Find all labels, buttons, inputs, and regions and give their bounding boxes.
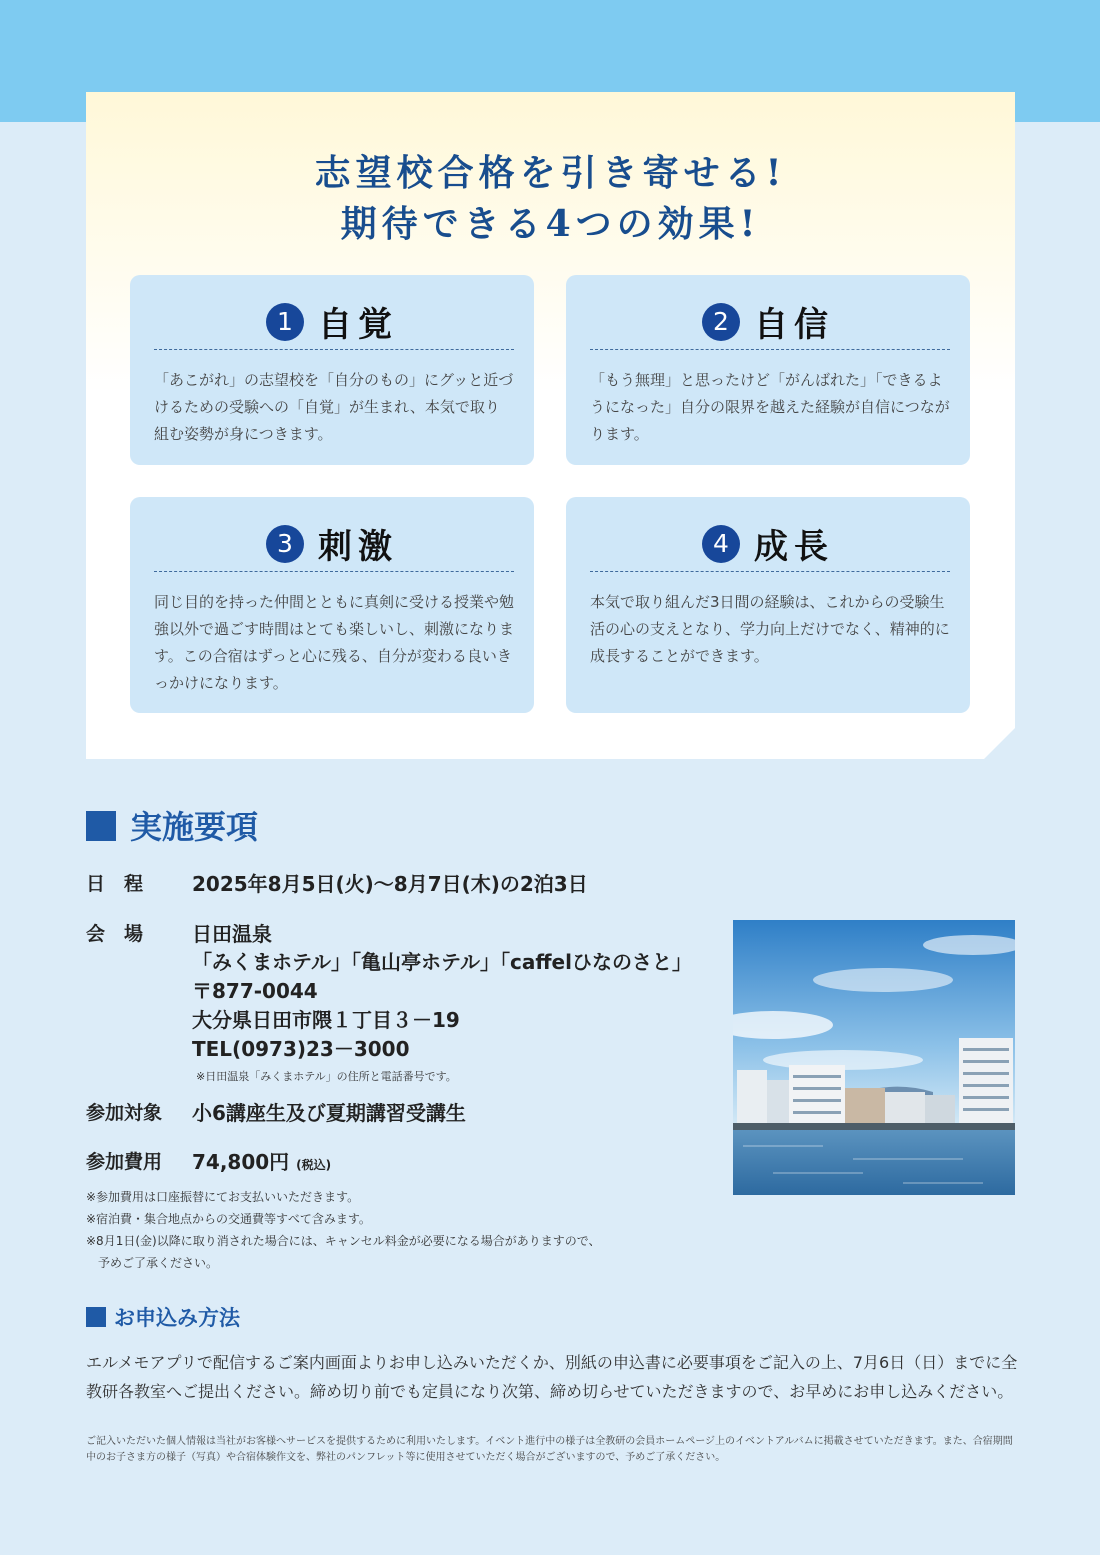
effect-title: 成長 xyxy=(754,527,834,567)
apply-description: エルメモアプリで配信するご案内画面よりお申し込みいただくか、別紙の申込書に必要事項をご記入の上、7月6日（日）までに全教研各教室へご提出ください。締め切り前でも定員になり次第、締め切らせていただきますので、お早めにお申し込みください。 xyxy=(86,1353,1018,1401)
effect-title: 自覚 xyxy=(318,305,398,345)
venue-line-5: TEL(0973)23－3000 xyxy=(192,1037,410,1061)
fee-note-4: 予めご了承ください。 xyxy=(86,1256,219,1270)
dashed-divider xyxy=(154,571,514,572)
number-circle-icon: 1 xyxy=(266,303,304,341)
effect-header xyxy=(130,519,534,567)
effect-title: 自信 xyxy=(754,305,834,345)
effect-box-4 xyxy=(566,497,970,713)
venue-line-1: 日田温泉 xyxy=(192,922,272,946)
venue-line-3: 〒877-0044 xyxy=(192,979,318,1003)
apply-title: お申込み方法 xyxy=(114,1306,240,1330)
headline-line-1: 志望校合格を引き寄せる! xyxy=(314,152,787,194)
venue-line-2: 「みくまホテル」「亀山亭ホテル」「caffelひなのさと」 xyxy=(192,950,692,974)
privacy-fine-print: ご記入いただいた個人情報は当社がお客様へサービスを提供するために利用いたします。イベント進行中の様子は全教研の会員ホームページ上のイベントアルバムに掲載させていただきます。また、合宿期間中のお子さま方の様子（写真）や合宿体験作文を、弊社のパンフレット等に使用させていただく場合がございますので、予めご了承ください。 xyxy=(86,1436,1013,1463)
effect-header xyxy=(566,519,970,567)
square-bullet-icon xyxy=(86,811,116,841)
effect-description: 「あこがれ」の志望校を「自分のもの」にグッと近づけるための受験への「自覚」が生まれ、本気で取り組む姿勢が身につきます。 xyxy=(154,371,514,443)
hotel-photo xyxy=(733,920,1015,1195)
outline-heading xyxy=(86,802,259,846)
target-label: 参加対象 xyxy=(86,1102,163,1124)
fee-value: 74,800円 xyxy=(192,1150,290,1174)
effect-box-1 xyxy=(130,275,534,465)
fee-note-3: ※8月1日(金)以降に取り消された場合には、キャンセル料金が必要になる場合がありますので、 xyxy=(86,1234,601,1248)
headline-line-2: 期待できる4つの効果! xyxy=(340,203,761,245)
dashed-divider xyxy=(154,349,514,350)
square-bullet-icon xyxy=(86,1307,106,1327)
effect-header xyxy=(130,297,534,345)
target-value: 小6講座生及び夏期講習受講生 xyxy=(192,1101,466,1125)
number-circle-icon: 2 xyxy=(702,303,740,341)
effect-box-3 xyxy=(130,497,534,713)
dashed-divider xyxy=(590,571,950,572)
effect-header xyxy=(566,297,970,345)
effect-description: 同じ目的を持った仲間とともに真剣に受ける授業や勉強以外で過ごす時間はとても楽しいし、刺激になります。この合宿はずっと心に残る、自分が変わる良いきっかけになります。 xyxy=(154,593,515,692)
venue-label: 会 場 xyxy=(86,923,144,945)
number-circle-icon: 4 xyxy=(702,525,740,563)
effect-description: 「もう無理」と思ったけど「がんばれた」「できるようになった」自分の限界を越えた経験が自信につながります。 xyxy=(590,371,950,443)
effect-title: 刺激 xyxy=(318,527,398,567)
outline-title: 実施要項 xyxy=(130,808,259,846)
effect-description: 本気で取り組んだ3日間の経験は、これからの受験生活の心の支えとなり、学力向上だけでなく、精神的に成長することができます。 xyxy=(590,593,950,665)
fee-row xyxy=(192,1146,331,1175)
apply-heading xyxy=(86,1302,240,1332)
dashed-divider xyxy=(590,349,950,350)
fee-tax: (税込) xyxy=(296,1158,332,1172)
fee-label: 参加費用 xyxy=(86,1151,163,1173)
effect-box-2 xyxy=(566,275,970,465)
fee-note-2: ※宿泊費・集合地点からの交通費等すべて含みます。 xyxy=(86,1212,371,1226)
venue-line-4: 大分県日田市隈１丁目３－19 xyxy=(192,1008,460,1032)
schedule-label: 日 程 xyxy=(86,873,144,895)
venue-note: ※日田温泉「みくまホテル」の住所と電話番号です。 xyxy=(196,1070,457,1083)
number-circle-icon: 3 xyxy=(266,525,304,563)
schedule-value: 2025年8月5日(火)～8月7日(木)の2泊3日 xyxy=(192,872,588,896)
fee-note-1: ※参加費用は口座振替にてお支払いいただきます。 xyxy=(86,1190,360,1204)
